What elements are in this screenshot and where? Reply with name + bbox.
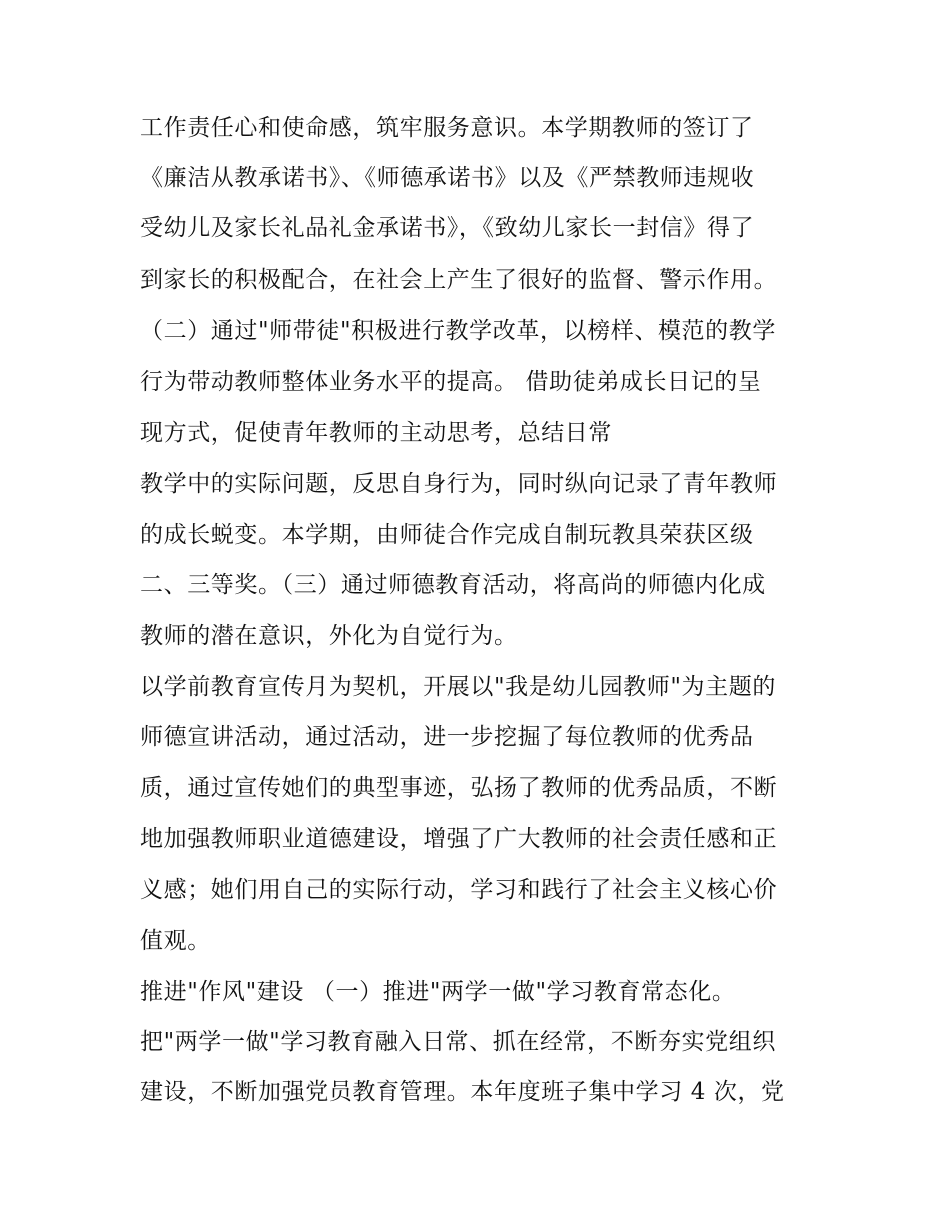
text-line: 现方式，促使青年教师的主动思考，总结日常 bbox=[140, 420, 612, 446]
text-line: 到家长的积极配合，在社会上产生了很好的监督、警示作用。 bbox=[140, 267, 778, 293]
text-line: 《廉洁从教承诺书》、《师德承诺书》以及《严禁教师违规收 bbox=[140, 165, 755, 191]
text-line: 推进"作风"建设 （一）推进"两学一做"学习教育常态化。 bbox=[140, 979, 736, 1005]
text-line: 行为带动教师整体业务水平的提高。 借助徒弟成长日记的呈 bbox=[140, 369, 762, 395]
text-line: 教师的潜在意识，外化为自觉行为。 bbox=[140, 623, 518, 649]
text-line: 义感；她们用自己的实际行动，学习和践行了社会主义核心价 bbox=[140, 877, 778, 903]
text-line: 值观。 bbox=[140, 928, 211, 954]
text-line: 建设，不断加强党员教育管理。本年度班子集中学习 4 次，党 bbox=[140, 1079, 785, 1105]
text-line: 的成长蜕变。本学期，由师徒合作完成自制玩教具荣获区级 bbox=[140, 522, 754, 548]
text-line: 受幼儿及家长礼品礼金承诺书》，《致幼儿家长一封信》得了 bbox=[140, 215, 755, 241]
text-line: （二）通过"师带徒"积极进行教学改革，以榜样、模范的教学 bbox=[140, 318, 776, 344]
text-line: 以学前教育宣传月为契机，开展以"我是幼儿园教师"为主题的 bbox=[140, 674, 776, 700]
text-line: 二、三等奖。（三）通过师德教育活动，将高尚的师德内化成 bbox=[140, 572, 766, 598]
text-line: 质，通过宣传她们的典型事迹，弘扬了教师的优秀品质，不断 bbox=[140, 775, 778, 801]
text-line: 把"两学一做"学习教育融入日常、抓在经常，不断夯实党组织 bbox=[140, 1029, 776, 1055]
text-line: 师德宣讲活动，通过活动，进一步挖掘了每位教师的优秀品 bbox=[140, 724, 754, 750]
text-line: 教学中的实际问题，反思自身行为，同时纵向记录了青年教师 bbox=[140, 471, 778, 497]
text-line: 工作责任心和使命感，筑牢服务意识。本学期教师的签订了 bbox=[140, 115, 754, 141]
text-line: 地加强教师职业道德建设，增强了广大教师的社会责任感和正 bbox=[140, 826, 778, 852]
